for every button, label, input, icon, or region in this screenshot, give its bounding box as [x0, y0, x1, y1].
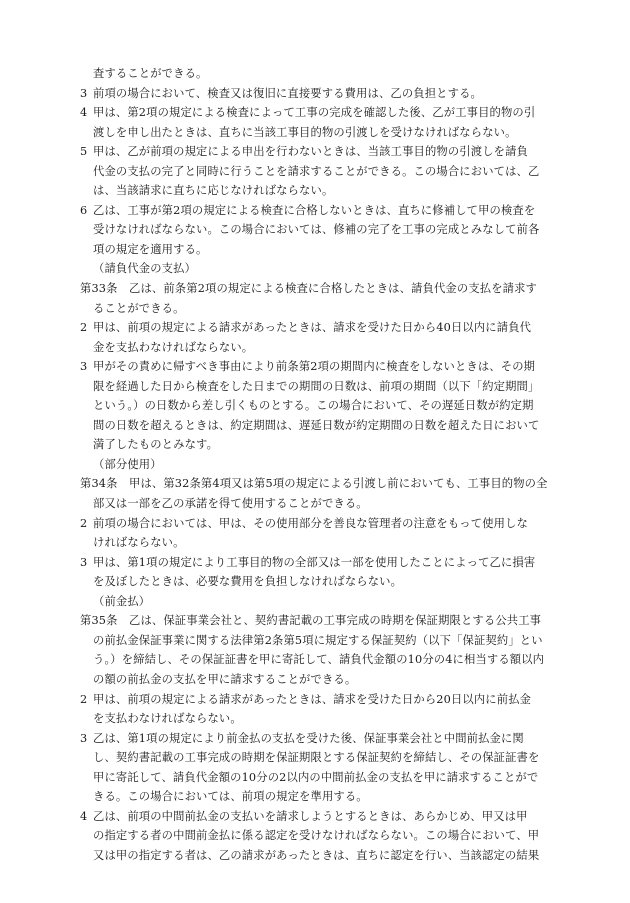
numbered-paragraph — [80, 553, 550, 592]
text-line: という。）の日数から差し引くものとする。この場合において、その遅延日数が約定期 — [93, 399, 534, 413]
text-line: の指定する者の中間前金払に係る認定を受けなければならない。この場合において、甲 — [93, 829, 540, 843]
text-line: 甲は、第1項の規定により工事目的物の全部又は一部を使用したことによって乙に損害 — [93, 555, 536, 569]
paragraph-number: 2 — [80, 516, 88, 530]
paragraph-number: 2 — [80, 321, 88, 335]
text-line: 限を経過した日から検査をした日までの期間の日数は、前項の期間（以下「約定期間」 — [93, 379, 540, 393]
text-line: ければならない。 — [93, 536, 185, 550]
paragraph-body — [93, 103, 550, 142]
paragraph-number: 3 — [80, 360, 88, 374]
paragraph-number: 4 — [80, 809, 88, 823]
numbered-paragraph — [80, 357, 550, 455]
text-line: を支払わなければならない。 — [93, 712, 242, 726]
text-line: 前項の場合において、検査又は復旧に直接要する費用は、乙の負担とする。 — [93, 86, 482, 100]
text-line: 第34条 甲は、第32条第4項又は第5項の規定による引渡し前においても、工事目的物の全 — [80, 477, 548, 491]
text-line: の前払金保証事業に関する法律第2条第5項に規定する保証契約（以下「保証契約」とい — [93, 633, 543, 647]
numbered-paragraph — [80, 807, 550, 866]
paragraph-body — [93, 807, 550, 866]
paragraph-number: 3 — [80, 86, 88, 100]
article-paragraph — [80, 279, 550, 318]
text-line: の額の前払金の支払を甲に請求することができる。 — [93, 672, 357, 686]
text-line: 又は甲の指定する者は、乙の請求があったときは、直ちに認定を行い、当該認定の結果 — [93, 848, 540, 862]
text-line: う。）を締結し、その保証証書を甲に寄託して、請負代金額の10分の4に相当する額以内 — [93, 653, 545, 667]
text-line: を及ぼしたときは、必要な費用を負担しなければならない。 — [93, 575, 403, 589]
paragraph-body — [93, 318, 550, 357]
article-paragraph — [80, 611, 550, 689]
paragraph-number: 3 — [80, 555, 88, 569]
text-line: 部又は一部を乙の承諾を得て使用することができる。 — [93, 497, 368, 511]
article-paragraph — [80, 474, 550, 513]
text-line: 乙は、前項の中間前払金の支払いを請求しようとするときは、あらかじめ、甲又は甲 — [93, 809, 528, 823]
numbered-paragraph — [80, 103, 550, 142]
numbered-paragraph — [80, 729, 550, 807]
text-line: 受けなければならない。この場合においては、修補の完了を工事の完成とみなして前各 — [93, 223, 540, 237]
numbered-paragraph — [80, 84, 550, 104]
article-heading: （前金払） — [93, 594, 151, 608]
text-line: 甲は、前項の規定による請求があったときは、請求を受けた日から40日以内に請負代 — [93, 321, 532, 335]
paragraph-body — [93, 690, 550, 729]
text-line: 第35条 乙は、保証事業会社と、契約書記載の工事完成の時期を保証期限とする公共工事 — [80, 614, 542, 628]
numbered-paragraph — [80, 318, 550, 357]
text-line: ることができる。 — [93, 301, 185, 315]
article-heading: （請負代金の支払） — [93, 262, 197, 276]
text-line: 渡しを申し出たときは、直ちに当該工事目的物の引渡しを受けなければならない。 — [93, 125, 517, 139]
paragraph-body — [93, 84, 550, 104]
paragraph-body — [93, 142, 550, 201]
text-line: し、契約書記載の工事完成の時期を保証期限とする保証契約を締結し、その保証証書を — [93, 751, 540, 765]
text-line: 乙は、第1項の規定により前金払の支払を受けた後、保証事業会社と中間前払金に関 — [93, 731, 524, 745]
numbered-paragraph — [80, 690, 550, 729]
paragraph-body — [93, 201, 550, 260]
article-heading: （部分使用） — [93, 457, 162, 471]
numbered-paragraph — [80, 514, 550, 553]
contract-document-page — [80, 64, 550, 865]
text-line: 甲がその責めに帰すべき事由により前条第2項の期間内に検査をしないときは、その期 — [93, 360, 536, 374]
paragraph-body — [93, 553, 550, 592]
paragraph-body — [93, 729, 550, 807]
text-line: 金を支払わなければならない。 — [93, 340, 254, 354]
text-line: 甲は、第2項の規定による検査によって工事の完成を確認した後、乙が工事目的物の引 — [93, 106, 536, 120]
numbered-paragraph — [80, 142, 550, 201]
text-line: きる。この場合においては、前項の規定を準用する。 — [93, 790, 368, 804]
text-line: 代金の支払の完了と同時に行うことを請求することができる。この場合においては、乙 — [93, 164, 540, 178]
text-line: 第33条 乙は、前条第2項の規定による検査に合格したときは、請負代金の支払を請求す — [80, 282, 537, 296]
text-line: 前項の場合においては、甲は、その使用部分を善良な管理者の注意をもって使用しな — [93, 516, 528, 530]
paragraph-number: 5 — [80, 145, 88, 159]
text-line: 間の日数を超えるときは、約定期間は、遅延日数が約定期間の日数を超えた日において — [93, 418, 540, 432]
paragraph-continuation — [80, 64, 550, 84]
paragraph-number: 3 — [80, 731, 88, 745]
paragraph-number: 2 — [80, 692, 88, 706]
text-line: 満了したものとみなす。 — [93, 438, 219, 452]
text-line: 甲は、乙が前項の規定による申出を行わないときは、当該工事目的物の引渡しを請負 — [93, 145, 528, 159]
text-line: 甲に寄託して、請負代金額の10分の2以内の中間前払金の支払を甲に請求することがで — [93, 770, 539, 784]
paragraph-number: 4 — [80, 106, 88, 120]
text-line: 項の規定を適用する。 — [93, 242, 208, 256]
paragraph-body — [93, 514, 550, 553]
text-line: は、当該請求に直ちに応じなければならない。 — [93, 184, 334, 198]
paragraph-body — [93, 357, 550, 455]
text-line: 査することができる。 — [93, 67, 208, 80]
paragraph-number: 6 — [80, 203, 88, 217]
numbered-paragraph — [80, 201, 550, 260]
text-line: 乙は、工事が第2項の規定による検査に合格しないときは、直ちに修補して甲の検査を — [93, 203, 536, 217]
text-line: 甲は、前項の規定による請求があったときは、請求を受けた日から20日以内に前払金 — [93, 692, 532, 706]
